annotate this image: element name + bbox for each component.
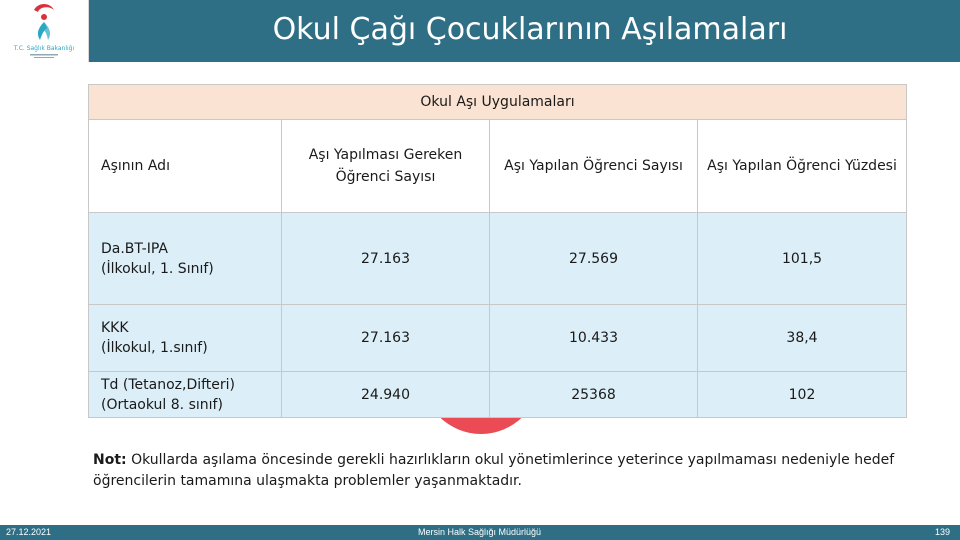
vaccinated-count: 27.569 [490,213,698,305]
column-header-vaccinated: Aşı Yapılan Öğrenci Sayısı [490,120,698,213]
footnote-label: Not: [93,452,127,468]
footer-date: 27.12.2021 [6,527,52,537]
page-number: 139 [934,527,950,537]
vaccinated-count: 25368 [490,372,698,418]
required-count: 27.163 [282,305,490,372]
vaccinated-percent: 102 [698,372,907,418]
vaccinated-count: 10.433 [490,305,698,372]
table-row [89,213,907,305]
vaccine-name-cell [89,213,282,305]
required-count: 27.163 [282,213,490,305]
column-header-required: Aşı Yapılması Gereken Öğrenci Sayısı [282,120,490,213]
vaccine-name-cell [89,305,282,372]
column-header-vaccine-name: Aşının Adı [89,120,282,213]
table-row [89,372,907,418]
footer-bar [0,525,960,540]
vaccine-name: KKK [101,320,129,336]
ministry-logo-icon [0,0,88,62]
table-row [89,305,907,372]
vaccine-name: Da.BT-IPA [101,240,168,257]
column-header-percent: Aşı Yapılan Öğrenci Yüzdesi [698,120,907,213]
table-header-row [89,120,907,213]
vaccine-name: Td (Tetanoz,Difteri) [101,376,236,393]
vaccine-group: (Ortaokul 8. sınıf) [101,396,223,413]
footnote [93,450,913,492]
vaccine-group: (İlkokul, 1. Sınıf) [101,260,214,277]
page-title: Okul Çağı Çocuklarının Aşılamaları [272,12,788,47]
vaccinated-percent: 101,5 [698,213,907,305]
header-bar [0,0,960,62]
vaccine-name-cell [89,372,282,418]
vaccinated-percent: 38,4 [698,305,907,372]
vaccine-group: (İlkokul, 1.sınıf) [101,340,208,356]
ministry-logo [0,0,89,62]
svg-text:T.C. Sağlık Bakanlığı: T.C. Sağlık Bakanlığı [13,45,75,52]
table-caption: Okul Aşı Uygulamaları [89,85,907,120]
footnote-text: Okullarda aşılama öncesinde gerekli hazırlıkların okul yönetimlerince yeterince yapılmaması nedeniyle hedef öğrencilerin tamamına ulaşmakta problemler yaşanmaktadır. [93,452,895,489]
required-count: 24.940 [282,372,490,418]
vaccination-table [88,84,907,418]
footer-organization: Mersin Halk Sağlığı Müdürlüğü [418,527,542,537]
